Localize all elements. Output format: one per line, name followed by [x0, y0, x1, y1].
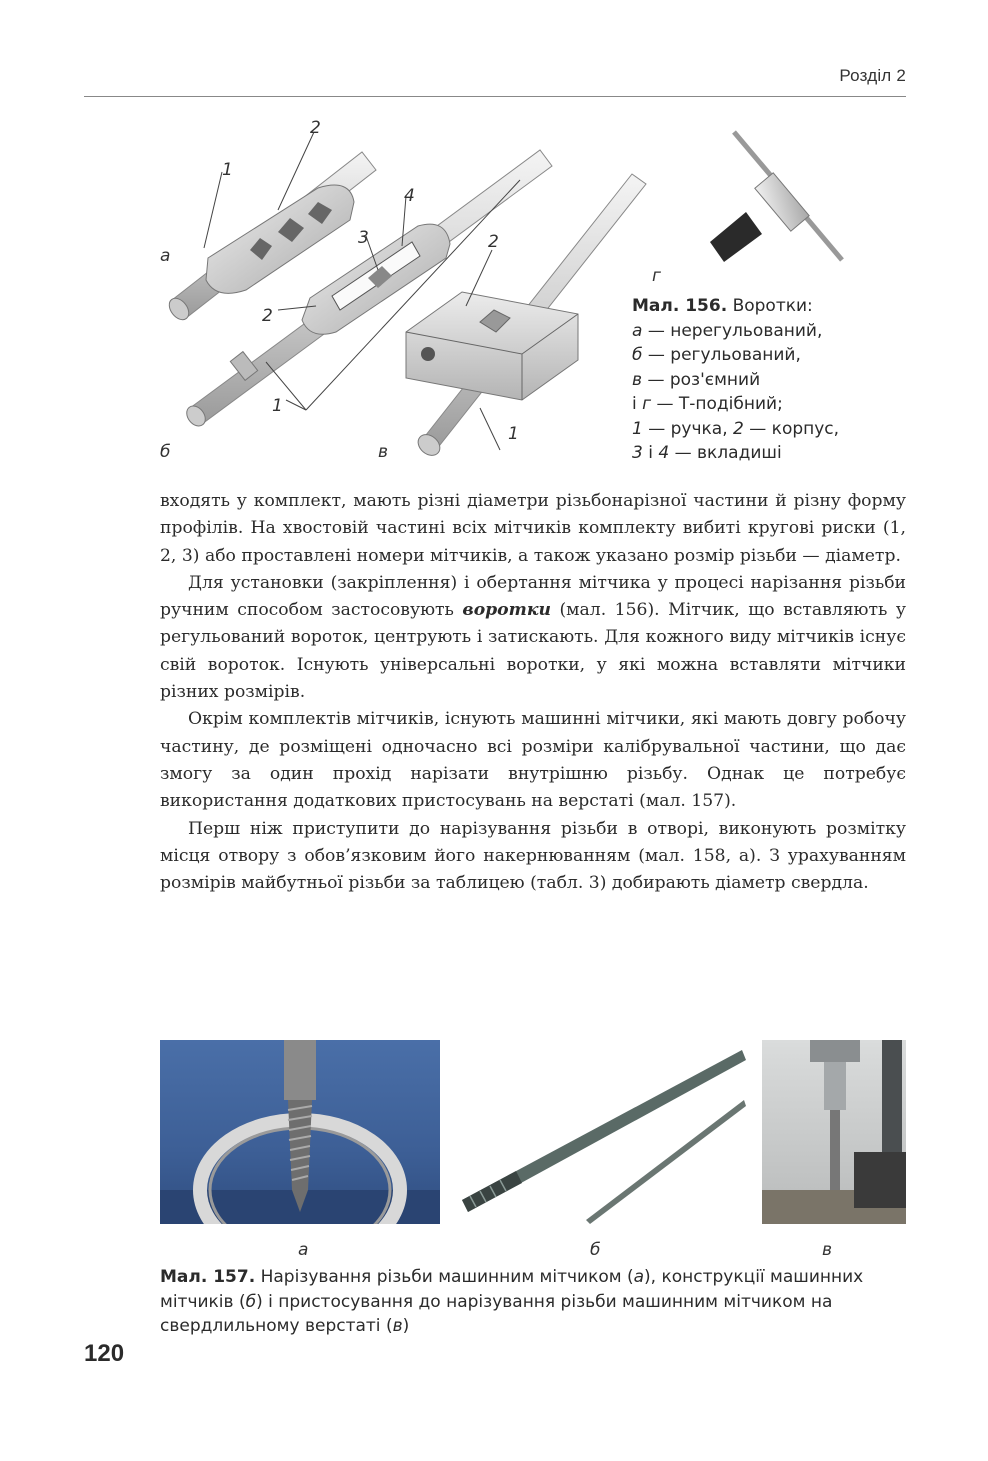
body-text: [160, 488, 906, 897]
caption-156-and: і: [648, 443, 653, 463]
callout-b-3: 3: [358, 228, 369, 248]
caption-156-num-4: 4: [658, 443, 670, 463]
paragraph-2-start: Для установки (закріплення) і обертання мітчика у процесі нарізання різьби ручним способом застосовують: [160, 572, 906, 621]
panel-label-b: б: [160, 442, 171, 462]
caption-156-text-34: — вкладиші: [674, 443, 782, 463]
section-label: Розділ 2: [839, 66, 906, 85]
photo-machine-tap-in-pipe: [160, 1040, 440, 1224]
photo-drill-press-tapping: [762, 1040, 906, 1224]
figure-156-caption: [632, 294, 892, 466]
caption-156-letter-d: г: [642, 394, 652, 414]
caption-157-t3: ) і пристосування до нарізування різьби машинним мітчиком на свердлильному верстаті (: [160, 1291, 833, 1336]
caption-157-t1: Нарізування різьби машинним мітчиком (: [260, 1267, 634, 1287]
caption-156-letter-c: в: [632, 369, 643, 390]
callout-b-2: 2: [262, 306, 273, 326]
paragraph-2-end: (мал. 156). Мітчик, що вставляють у регульований вороток, центрують і затискають. Для кожного виду мітчиків існує свій вороток. Існують універсальні воротки, у які можна вставляти мітчики різних розмірів.: [160, 600, 906, 703]
page-number: 120: [84, 1340, 125, 1367]
photo-machine-taps: [456, 1040, 746, 1224]
figure-157-caption: [160, 1265, 900, 1339]
panel-label-c: в: [378, 442, 389, 462]
term-vorotky: воротки: [462, 600, 551, 621]
caption-156-letter-b: б: [632, 345, 643, 365]
tap-wrench-c: [406, 174, 646, 460]
caption-156-text-c: — роз'ємний: [647, 369, 761, 390]
caption-157-t4: ): [402, 1316, 410, 1336]
caption-157-title: Мал. 157.: [160, 1267, 256, 1287]
callout-b-4: 4: [404, 186, 415, 206]
paragraph-1: входять у комплект, мають різні діаметри різьбонарізної частини й різну форму профілів. На хвостовій частині всіх мітчиків комплекту вибиті кругові риски (1, 2, 3) або проставлені номери мітчиків, а також указано розмір різьби — діаметр.: [160, 491, 906, 566]
callout-a-1: 1: [222, 160, 233, 180]
paragraph-4: Перш ніж приступити до нарізування різьби в отворі, виконують розмітку місця отвору з обов’язковим його накернюванням (мал. 158, а). З урахуванням розмірів майбутньої різьби за таблицею (табл. 3) добирають діаметр свердла.: [160, 818, 906, 894]
caption-156-title: Мал. 156.: [632, 296, 728, 316]
caption-156-text-a: — нерегульований,: [647, 320, 823, 341]
caption-156-num-1: 1: [632, 418, 643, 439]
fig157-label-b: б: [590, 1240, 601, 1260]
caption-156-letter-a: а: [632, 320, 643, 341]
panel-label-a: а: [160, 246, 171, 266]
caption-156-pre-d: і: [632, 394, 637, 414]
callout-c-1: 1: [508, 424, 519, 444]
caption-157-a: а: [633, 1267, 645, 1287]
caption-157-c: в: [392, 1316, 403, 1336]
tap-wrench-d: [710, 132, 842, 262]
caption-157-b: б: [245, 1291, 257, 1312]
caption-156-num-2: 2: [733, 418, 744, 439]
caption-157-t2: ), конструкції машинних мітчиків (: [160, 1267, 864, 1312]
paragraph-3: Окрім комплектів мітчиків, існують машинні мітчики, які мають довгу робочу частину, де розміщені одночасно всі розміри калібрувальної частини, що дає змогу за один прохід нарізати внутрішню різьбу. Однак це потребує використання додаткових пристосувань на верстаті (мал. 157).: [160, 709, 906, 812]
callout-a-2: 2: [310, 118, 321, 138]
paragraph-2: [160, 570, 906, 706]
callout-c-2: 2: [488, 232, 499, 252]
header-divider: [84, 96, 906, 97]
caption-156-text-1: — ручка,: [648, 418, 728, 439]
caption-156-text-2: — корпус,: [749, 418, 840, 439]
fig157-label-c: в: [822, 1240, 833, 1260]
caption-156-text-b: — регульований,: [647, 345, 801, 365]
caption-156-num-3: 3: [632, 443, 643, 463]
caption-156-text-d: — Т-подібний;: [656, 394, 783, 414]
panel-label-d: г: [652, 266, 661, 286]
caption-156-title-rest: Воротки:: [732, 296, 813, 316]
callout-b-1: 1: [272, 396, 283, 416]
fig157-label-a: а: [298, 1240, 309, 1260]
